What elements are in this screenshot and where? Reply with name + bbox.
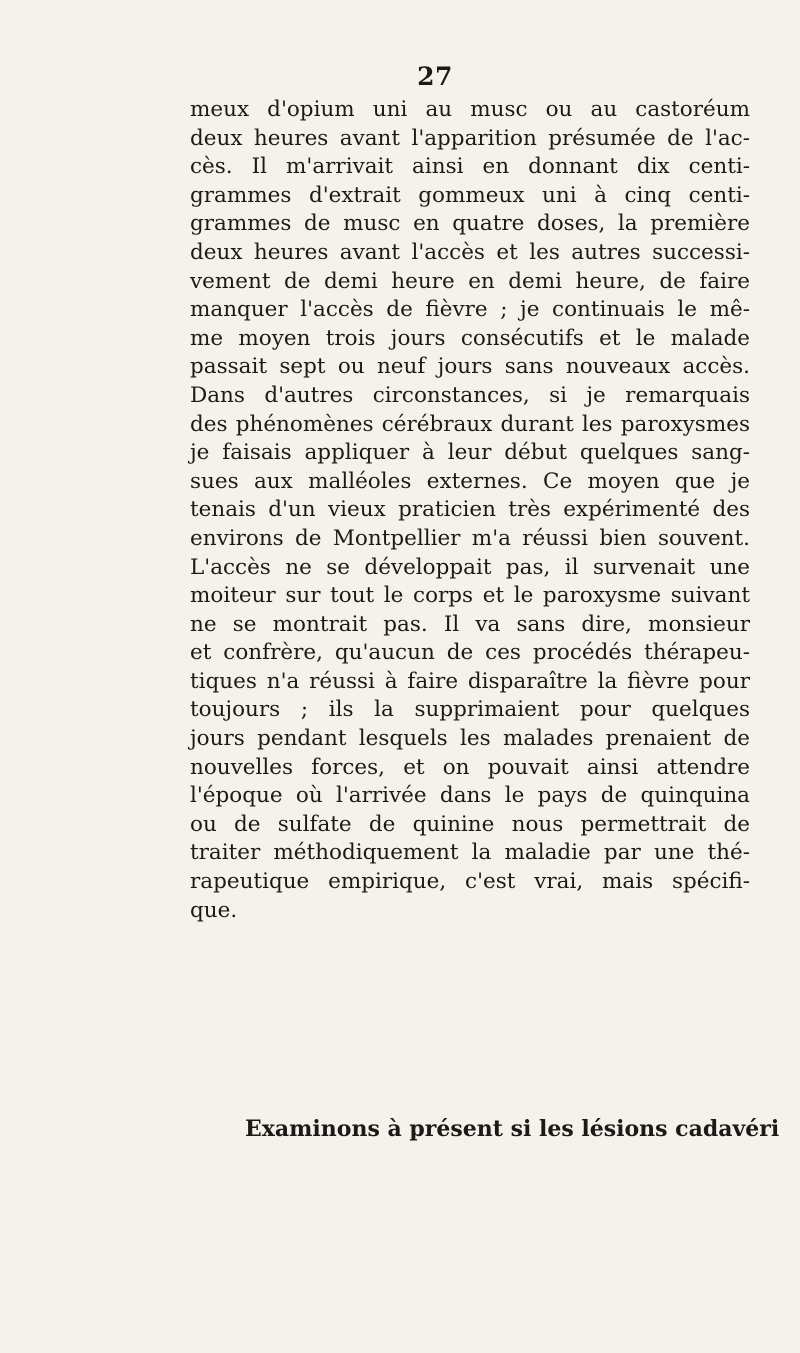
text-line: rapeutique empirique, c'est vrai, mais spécifi-	[190, 869, 750, 895]
text-line: ou de sulfate de quinine nous permettrait de	[190, 811, 750, 837]
text-line: L'accès ne se développait pas, il survenait une	[190, 554, 750, 580]
text-line: toujours ; ils la supprimaient pour quelques	[190, 697, 750, 723]
text-line: grammes d'extrait gommeux uni à cinq centi-	[190, 182, 750, 208]
text-line: manquer l'accès de fièvre ; je continuais le mê-	[190, 297, 750, 323]
text-line: traiter méthodiquement la maladie par une thé-	[190, 840, 750, 866]
text-line: nouvelles forces, et on pouvait ainsi attendre	[190, 754, 750, 780]
text-line: des phénomènes cérébraux durant les paroxysmes	[190, 411, 750, 437]
text-line: me moyen trois jours consécutifs et le malade	[190, 325, 750, 351]
text-line: et confrère, qu'aucun de ces procédés thérapeu-	[190, 640, 750, 666]
text-line: ne se montrait pas. Il va sans dire, monsieur	[190, 611, 750, 637]
text-line: jours pendant lesquels les malades prenaient de	[190, 726, 750, 752]
text-line: vement de demi heure en demi heure, de faire	[190, 268, 750, 294]
text-line: tiques n'a réussi à faire disparaître la fièvre pour	[190, 668, 750, 694]
text-line: je faisais appliquer à leur début quelques sang-	[190, 440, 750, 466]
paragraph	[190, 96, 750, 925]
text-line: passait sept ou neuf jours sans nouveaux accès.	[190, 354, 750, 380]
text-line: Dans d'autres circonstances, si je remarquais	[190, 382, 750, 408]
text-line: que.	[190, 897, 238, 923]
text-line: grammes de musc en quatre doses, la première	[190, 211, 750, 237]
text-line: meux d'opium uni au musc ou au castoréum	[190, 97, 750, 122]
text-line: moiteur sur tout le corps et le paroxysme suivant	[190, 583, 750, 609]
text-line: sues aux malléoles externes. Ce moyen que je	[190, 468, 750, 494]
text-line: tenais d'un vieux praticien très expérimenté des	[190, 497, 750, 523]
page-number: 27	[417, 62, 453, 91]
text-line: deux heures avant l'apparition présumée de l'ac-	[190, 125, 750, 151]
closing-line: Examinons à présent si les lésions cadavéri	[245, 1116, 780, 1142]
text-line: cès. Il m'arrivait ainsi en donnant dix centi-	[190, 154, 750, 180]
text-line: environs de Montpellier m'a réussi bien souvent.	[190, 525, 750, 551]
text-line: deux heures avant l'accès et les autres successi-	[190, 239, 750, 265]
text-line: l'époque où l'arrivée dans le pays de quinquina	[190, 783, 750, 809]
